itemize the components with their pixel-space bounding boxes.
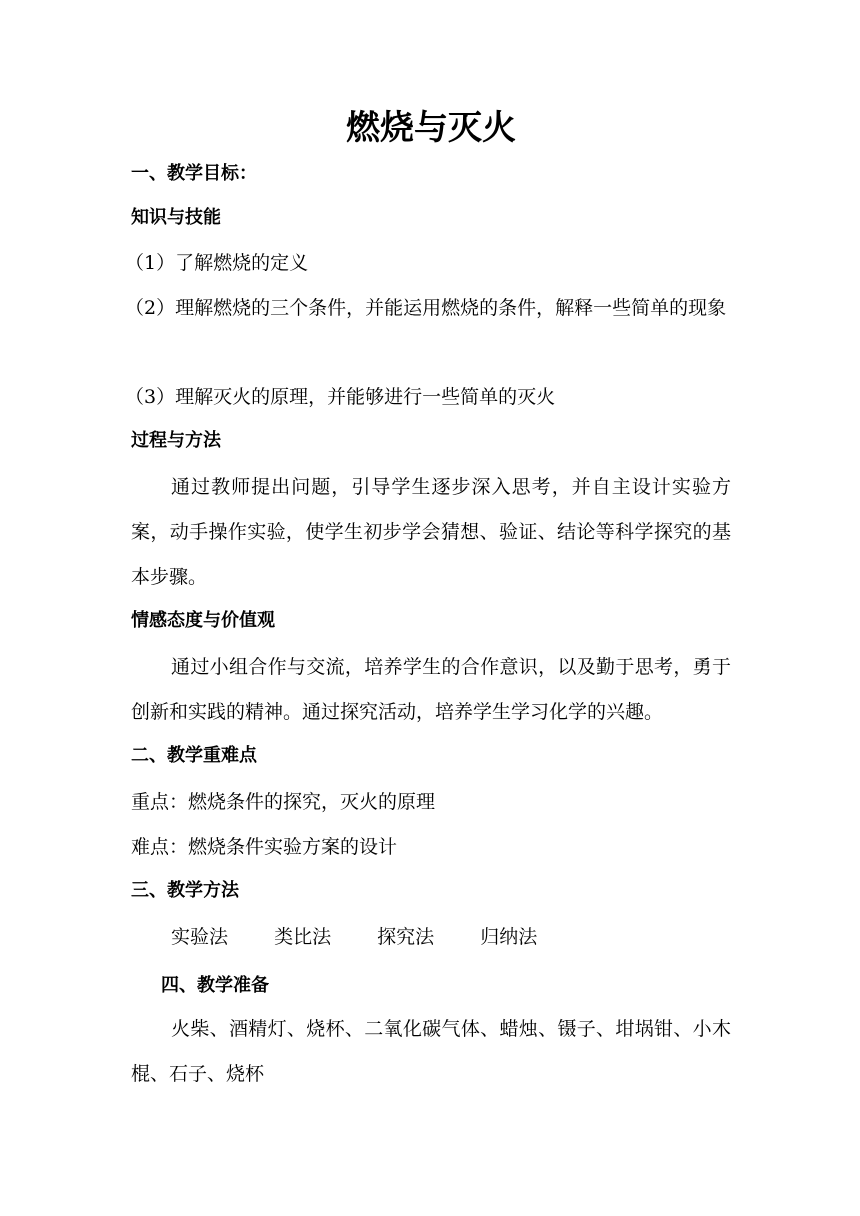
knowledge-item-2: （2）理解燃烧的三个条件，并能运用燃烧的条件，解释一些简单的现象 [125,297,727,319]
method-item: 归纳法 [480,926,538,948]
methods-list [171,923,731,951]
emotion-text: 通过小组合作与交流，培养学生的合作意识，以及勤于思考，勇于创新和实践的精神。通过探究活动，培养学生学习化学的兴趣。 [131,656,731,723]
document-title: 燃烧与灭火 [346,108,516,148]
process-heading: 过程与方法 [131,430,221,451]
knowledge-item-3: （3）理解灭火的原理，并能够进行一些简单的灭火 [125,386,556,408]
key-point: 重点：燃烧条件的探究，灭火的原理 [131,791,436,813]
difficult-point: 难点：燃烧条件实验方案的设计 [131,836,398,858]
method-item: 探究法 [377,926,435,948]
preparation-text: 火柴、酒精灯、烧杯、二氧化碳气体、蜡烛、镊子、坩埚钳、小木棍、石子、烧杯 [131,1018,731,1085]
emotion-heading: 情感态度与价值观 [131,610,275,631]
preparation-heading: 四、教学准备 [161,975,269,996]
process-text: 通过教师提出问题，引导学生逐步深入思考，并自主设计实验方案，动手操作实验，使学生初步学会猜想、验证、结论等科学探究的基本步骤。 [131,476,731,588]
knowledge-item-1: （1）了解燃烧的定义 [125,252,309,274]
method-item: 类比法 [274,926,332,948]
method-item: 实验法 [171,926,229,948]
key-difficulty-heading: 二、教学重难点 [131,745,257,766]
knowledge-heading: 知识与技能 [131,207,221,228]
methods-heading: 三、教学方法 [131,880,239,901]
goals-heading: 一、教学目标： [131,163,257,184]
